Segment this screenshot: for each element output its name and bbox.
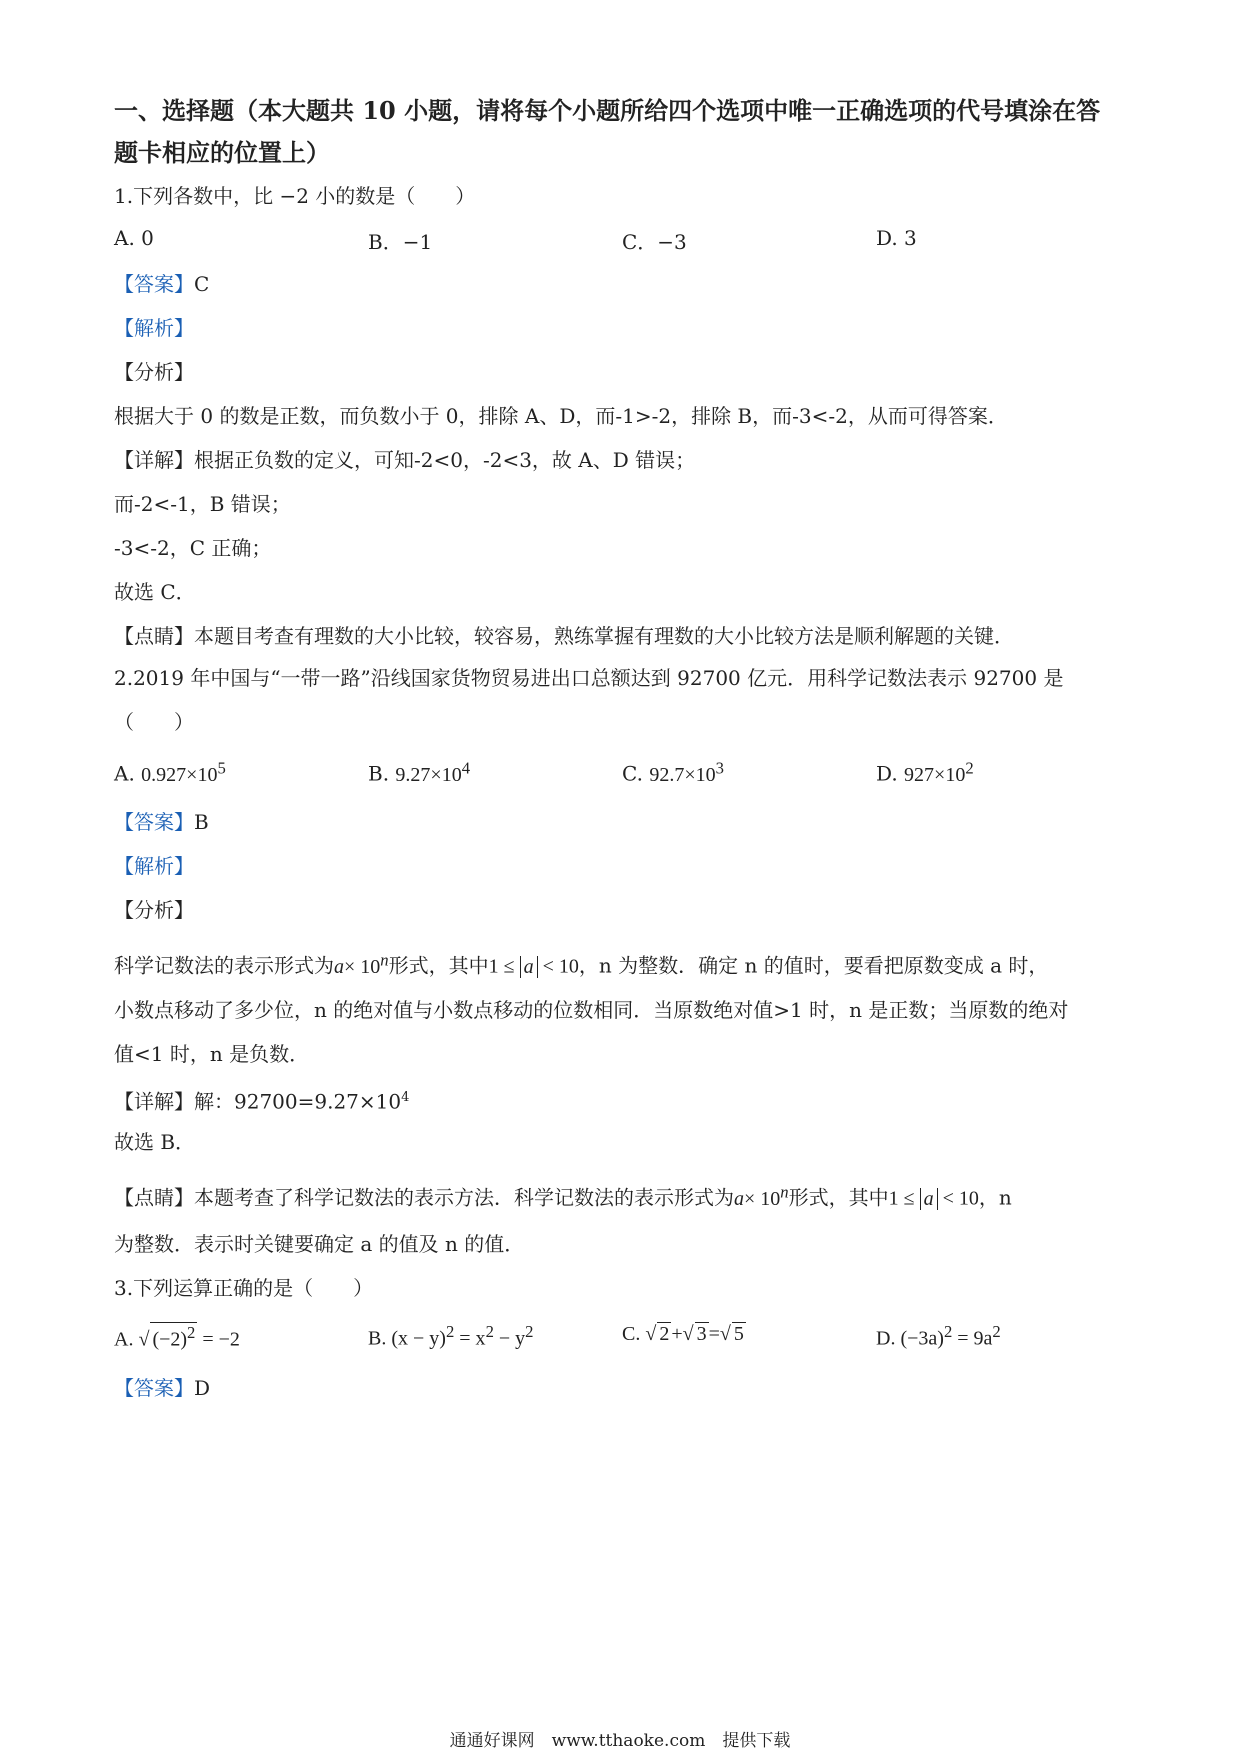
page-footer: 通通好课网 www.tthaoke.com 提供下载 [449,1731,791,1751]
math-base: 927×10 [904,763,966,786]
q1-option-b: B．−1 [368,230,433,254]
q1-option-d: D. 3 [876,226,917,250]
answer-value: B [194,810,209,834]
sqrt-sign: √ [719,1323,731,1345]
q2-option-d [876,758,974,787]
q1-fenxi-tag: 【分析】 [114,360,194,384]
q1-answer [114,270,209,298]
q2-stem-2: （ ） [114,710,194,734]
q2-option-a [114,758,226,787]
sqrt-radicand: 2 [659,1323,670,1345]
sci-notation-formula [334,950,389,978]
q2-fenxi-tag: 【分析】 [114,898,194,922]
answer-value: D [194,1376,211,1400]
q3-option-c [622,1322,746,1346]
option-math [649,758,724,786]
option-math [395,758,471,786]
q3-option-d [876,1322,1001,1351]
xiangjie-tag: 【详解】 [114,448,194,472]
math-base: 0.927×10 [141,763,218,786]
q2-stem-1: 2.2019 年中国与“一带一路”沿线国家货物贸易进出口总额达到 92700 亿元．用科学记数法表示 92700 是 [114,666,1064,690]
answer-tag: 【答案】 [114,1376,194,1400]
comment-text: 本题考查了科学记数法的表示方法．科学记数法的表示形式为 [194,1185,734,1210]
math-expr: (−3a) [900,1327,944,1350]
ineq-right: < 10 [937,1187,979,1210]
q2-comment-2: 为整数．表示时关键要确定 a 的值及 n 的值． [114,1232,525,1256]
option-label: A. [114,761,135,786]
abs-a: a [923,1187,934,1210]
ineq-left: 1 ≤ [488,955,520,978]
math-a: a [734,1187,744,1210]
sqrt-radicand: 3 [696,1323,707,1345]
sqrt-sign: √ [682,1323,694,1345]
option-label: D. [876,1327,896,1350]
q2-answer [114,808,209,836]
option-math [904,758,974,786]
xiangjie-tag: 【详解】 [114,1089,194,1114]
math-a: a [334,955,344,978]
q2-option-b [368,758,470,787]
q1-detail-text: 根据正负数的定义，可知-2<0，-2<3，故 A、D 错误； [194,448,696,472]
sqrt-sign: √ [645,1323,657,1345]
option-rest: = −2 [197,1328,240,1351]
option-label: A. [114,1328,134,1351]
q1-comment-text: 本题目考查有理数的大小比较，较容易，熟练掌握有理数的大小比较方法是顺利解题的关键． [194,624,1014,648]
option-label: B. [368,1327,387,1350]
q1-options [114,226,1134,258]
math-exp: 2 [943,1322,953,1341]
math-exp: 2 [965,758,974,777]
q2-analysis-1 [114,946,1048,981]
q1-option-a: A. 0 [114,226,154,250]
q2-jiexi-tag: 【解析】 [114,854,194,878]
range-inequality [889,1188,979,1210]
answer-tag: 【答案】 [114,810,194,834]
section-title-line-1: 一、选择题（本大题共 10 小题，请将每个小题所给四个选项中唯一正确选项的代号填涂在答 [114,96,1101,125]
math-times10: × 10 [744,1187,781,1210]
q2-option-c [622,758,724,787]
q1-option-c: C．−3 [622,230,687,254]
math-base: 92.7×10 [649,763,716,786]
q2-analysis-3: 值<1 时，n 是负数． [114,1042,310,1066]
math-exp: 2 [525,1322,534,1341]
q1-detail-2: 而-2<-1，B 错误； [114,492,291,516]
q2-options [114,758,1134,790]
math-eq: = [708,1323,720,1345]
analysis-text: 形式，其中 [388,953,489,978]
q1-jiexi-tag: 【解析】 [114,316,194,340]
math-exp: 2 [485,1322,494,1341]
q2-detail-text: 解：92700=9.27×10 [194,1089,402,1114]
dianjing-tag: 【点睛】 [114,1185,194,1210]
answer-tag: 【答案】 [114,272,194,296]
comment-text: 形式，其中 [788,1185,889,1210]
math-plus: + [671,1323,683,1345]
math-exp: 2 [992,1322,1001,1341]
math-exp: 4 [461,758,471,777]
math-n: n [380,950,389,969]
comment-text: ，n [978,1185,1012,1210]
q2-detail-2: 故选 B． [114,1130,196,1154]
option-label: D. [876,761,898,786]
sqrt-radicand [150,1322,197,1352]
q3-answer [114,1374,210,1402]
math-base: 9.27×10 [395,763,462,786]
q3-option-b [368,1322,534,1351]
dianjing-tag: 【点睛】 [114,624,194,648]
option-math [141,758,226,786]
range-inequality [489,956,579,978]
q2-detail-exp: 4 [401,1090,410,1105]
sqrt-sign: √ [138,1328,150,1351]
sqrt-radicand: 5 [733,1323,744,1345]
option-label: C. [622,761,643,786]
ineq-left: 1 ≤ [888,1187,920,1210]
section-title-line-2: 题卡相应的位置上） [114,138,330,167]
math-expr: (x − y) [391,1327,446,1350]
q1-comment [114,622,1014,650]
q2-analysis-2: 小数点移动了多少位，n 的绝对值与小数点移动的位数相同．当原数绝对值>1 时，n 是正数；当原数的绝对 [114,998,1069,1022]
q1-analysis: 根据大于 0 的数是正数，而负数小于 0，排除 A、D，而-1>-2，排除 B，而-3<-2，从而可得答案． [114,404,1008,428]
math-exp: 2 [187,1323,196,1342]
sci-notation-formula [734,1182,789,1210]
math-eq: = x [454,1327,486,1350]
q3-stem: 3.下列运算正确的是（ ） [114,1276,374,1300]
option-label: C. [622,1323,641,1345]
q1-detail-3: -3<-2，C 正确； [114,536,272,560]
option-label: B. [368,761,390,786]
q2-detail-1 [114,1084,409,1116]
math-exp: 3 [715,758,724,777]
math-times10: × 10 [344,955,381,978]
ineq-right: < 10 [537,955,579,978]
q1-detail-4: 故选 C． [114,580,196,604]
math-n: n [780,1182,789,1201]
analysis-text: 科学记数法的表示形式为 [114,953,334,978]
q3-option-a [114,1322,240,1352]
math-eq: = 9a [952,1327,993,1350]
q3-options [114,1322,1134,1354]
radicand: (−2) [152,1328,188,1351]
abs-a: a [523,955,534,978]
q2-comment-1 [114,1178,1012,1213]
analysis-text: ，n 为整数．确定 n 的值时，要看把原数变成 a 时， [578,953,1049,978]
math-minus: − y [493,1327,526,1350]
math-exp: 5 [217,758,226,777]
math-exp: 2 [445,1322,455,1341]
q1-detail-1 [114,446,695,474]
q1-stem: 1.下列各数中，比 −2 小的数是（ ） [114,184,476,208]
answer-value: C [194,272,210,296]
